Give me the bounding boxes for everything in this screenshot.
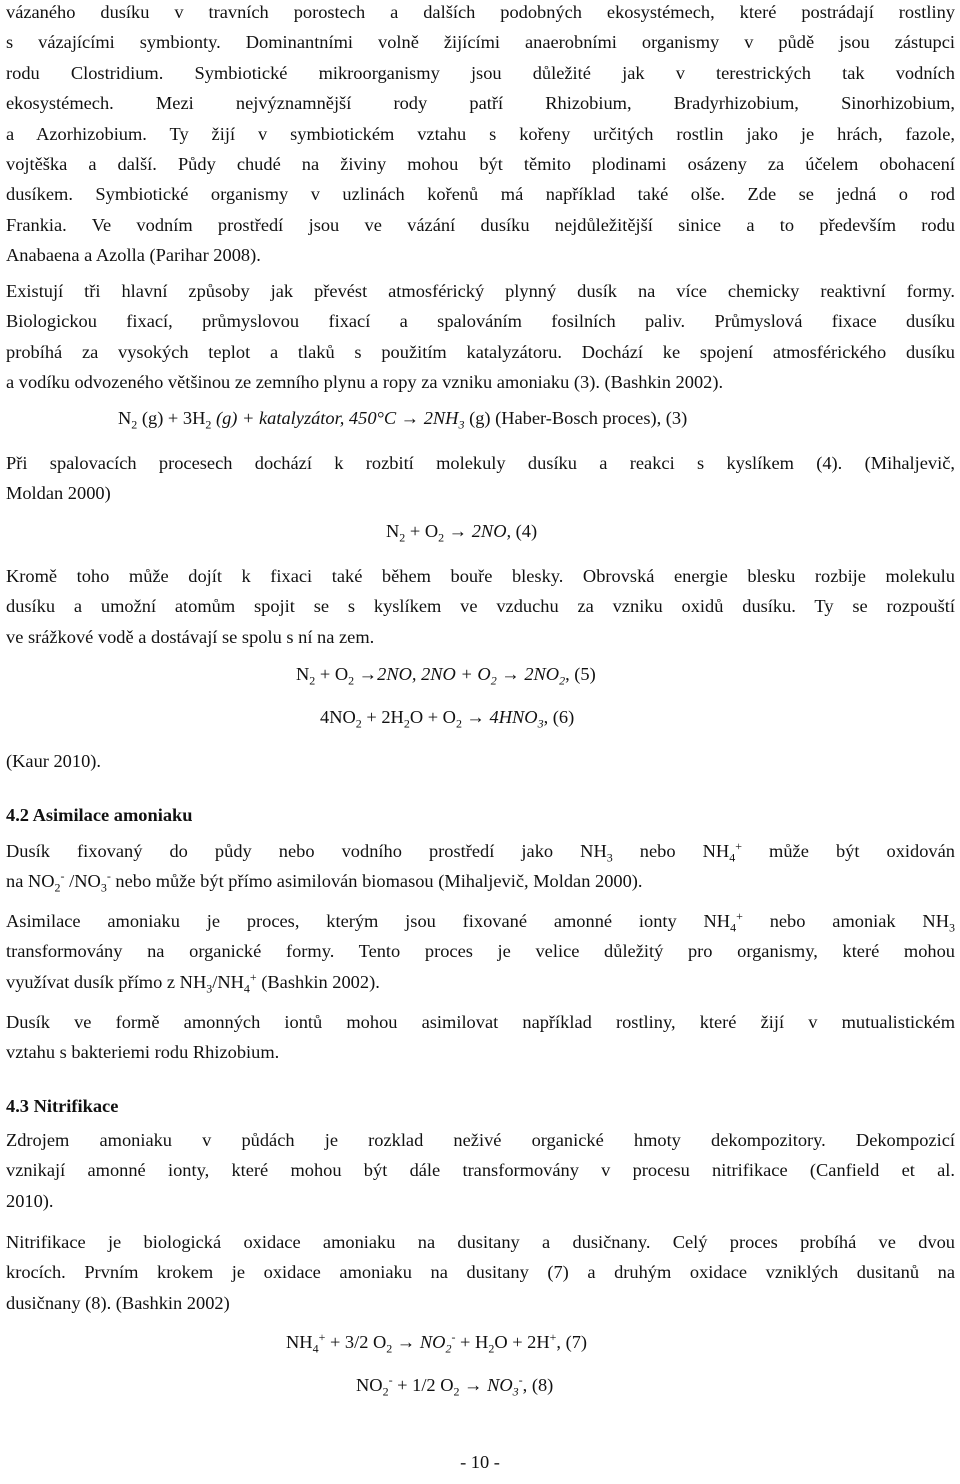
text-line: Kromě toho může dojít k fixaci také během bouře blesky. Obrovská energie blesku rozbije molekulu — [6, 566, 955, 586]
eq-subscript: 2 — [131, 417, 138, 432]
eq-italic-text: 2NO — [524, 664, 560, 684]
eq-arrow: → — [444, 521, 472, 541]
text-line: ekosystémech. Mezi nejvýznamnější rody patří Rhizobium, Bradyrhizobium, Sinorhizobium, — [6, 93, 955, 114]
paragraph-combustion — [6, 448, 955, 509]
paragraph-nitrification — [6, 1227, 955, 1318]
paragraph-lightning — [6, 561, 955, 652]
text-line: Biologickou fixací, průmyslovou fixací a spalováním fosilních paliv. Průmyslová fixace dusíku — [6, 311, 955, 332]
text-line: dusíku a umožní atomům spojit se s kyslíkem ve vzduchu za vzniku oxidů dusíku. Ty se rozpouští — [6, 596, 955, 617]
eq-subscript: 2 — [453, 1384, 460, 1399]
superscript: - — [106, 869, 111, 884]
eq-text: NH — [286, 1332, 313, 1352]
eq-text: , (8) — [522, 1375, 554, 1395]
text-run: na NO — [6, 871, 55, 892]
equation-5 — [296, 664, 596, 688]
equation-6 — [320, 707, 575, 731]
text-line: Anabaena a Azolla (Parihar 2008). — [6, 245, 261, 266]
superscript: - — [60, 869, 65, 884]
eq-subscript: 3 — [537, 716, 544, 731]
eq-text: + H — [455, 1332, 489, 1352]
text-line: rodu Clostridium. Symbiotické mikroorganismy jsou důležité jak v terestrických tak vodních — [6, 62, 955, 83]
paragraph-mutualistic — [6, 1007, 955, 1068]
eq-subscript: 2 — [399, 530, 406, 545]
text-run: nebo amoniak NH — [742, 911, 949, 931]
text-line: Dusík ve formě amonných iontů mohou asimilovat například rostliny, které žijí v mutualistickém — [6, 1012, 955, 1032]
eq-italic-text: NO — [487, 1375, 513, 1395]
text-run: /NH — [212, 971, 244, 992]
eq-text: + 2H — [361, 707, 404, 727]
eq-arrow: → — [354, 664, 378, 684]
text-run: může být oxidován — [741, 841, 955, 861]
eq-subscript: 2 — [445, 1341, 452, 1356]
eq-subscript: 2 — [490, 673, 497, 688]
equation-3-haber-bosch — [118, 408, 688, 432]
text-run: nebo může být přímo asimilován biomasou (Mihaljevič, Moldan 2000). — [110, 871, 643, 892]
text-line: Existují tři hlavní způsoby jak převést atmosférický plynný dusík na více chemicky reaktivní formy. — [6, 281, 955, 301]
subscript: 3 — [606, 850, 613, 865]
equation-7 — [286, 1329, 588, 1356]
text-line: Zdrojem amoniaku v půdách je rozklad neživé organické hmoty dekompozitory. Dekompozicí — [6, 1130, 955, 1150]
eq-subscript: 2 — [355, 716, 362, 731]
text-run: Dusík fixovaný do půdy nebo vodního prostředí jako NH — [6, 841, 607, 861]
subscript: 3 — [100, 881, 107, 896]
text-line: a vodíku odvozeného většinou ze zemního plynu a ropy za vzniku amoniaku (3). (Bashkin 2002). — [6, 372, 724, 393]
eq-superscript: - — [451, 1329, 456, 1344]
text-line — [6, 906, 955, 936]
eq-italic-text: NO — [419, 1332, 446, 1352]
text-line: krocích. Prvním krokem je oxidace amoniaku na dusitany (7) a druhým oxidace vzniklých dusitanů na — [6, 1262, 955, 1283]
text-line: vázaného dusíku v travních porostech a dalších podobných ekosystémech, které postrádají rostliny — [6, 2, 955, 22]
text-line — [6, 836, 955, 866]
subscript: 4 — [729, 850, 736, 865]
eq-superscript: + — [549, 1329, 557, 1344]
eq-text: O + 2H — [494, 1332, 550, 1352]
section-heading-4-3: 4.3 Nitrifikace — [6, 1096, 119, 1116]
eq-text: N — [296, 664, 310, 684]
text-run: nebo NH — [612, 841, 730, 861]
eq-subscript: 3 — [512, 1384, 519, 1399]
eq-text: , (6) — [543, 707, 575, 727]
subscript: 2 — [54, 881, 61, 896]
eq-text: N — [118, 408, 132, 428]
eq-text: + O — [315, 664, 349, 684]
eq-subscript: 2 — [309, 673, 316, 688]
subscript: 4 — [243, 981, 250, 996]
text-line: Nitrifikace je biologická oxidace amoniaku na dusitany a dusičnany. Celý proces probíhá ve dvou — [6, 1232, 955, 1252]
eq-text: + 1/2 O — [392, 1375, 454, 1395]
eq-text: (g) + 3H — [137, 408, 206, 428]
text-run: Asimilace amoniaku je proces, kterým jsou fixované amonné ionty NH — [6, 911, 731, 931]
eq-text: + 3/2 O — [325, 1332, 387, 1352]
eq-subscript: 2 — [348, 673, 355, 688]
eq-arrow: → — [496, 664, 525, 684]
eq-text: , (5) — [565, 664, 596, 684]
eq-text: O + O — [409, 707, 456, 727]
text-line: vznikají amonné ionty, které mohou být dále transformovány v procesu nitrifikace (Canfield et al. — [6, 1160, 955, 1181]
text-line: dusíkem. Symbiotické organismy v uzlinách kořenů má například také olše. Zde se jedná o rod — [6, 184, 955, 205]
citation-kaur: (Kaur 2010). — [6, 751, 101, 771]
text-line: Při spalovacích procesech dochází k rozbití molekuly dusíku a reakci s kyslíkem (4). (Mihaljevič, — [6, 453, 955, 473]
text-line: Moldan 2000) — [6, 483, 111, 504]
eq-italic-text: (g) + katalyzátor, 450°C → 2NH — [211, 408, 459, 428]
subscript: 3 — [206, 981, 213, 996]
eq-superscript: + — [318, 1329, 326, 1344]
eq-text: (4) — [511, 521, 538, 541]
text-line: probíhá za vysokých teplot a tlaků s použitím katalyzátoru. Dochází ke spojení atmosférického dusíku — [6, 341, 955, 362]
eq-subscript: 2 — [455, 716, 462, 731]
eq-text: 4NO — [320, 707, 356, 727]
equation-8 — [356, 1372, 554, 1399]
eq-text: , (7) — [556, 1332, 588, 1352]
eq-subscript: 2 — [403, 716, 410, 731]
text-line — [6, 866, 955, 896]
eq-italic-text: 2NO, 2NO + O — [377, 664, 491, 684]
page-number: - 10 - — [460, 1452, 500, 1472]
text-run: (Bashkin 2002). — [256, 971, 380, 992]
eq-subscript: 2 — [559, 673, 566, 688]
paragraph-ammonia-fixed — [6, 836, 955, 897]
eq-text: N — [386, 521, 400, 541]
eq-subscript: 2 — [438, 530, 445, 545]
eq-subscript: 3 — [458, 417, 465, 432]
text-line — [6, 967, 955, 997]
eq-text: (g) (Haber-Bosch proces), (3) — [464, 408, 688, 428]
text-line: transformovány na organické formy. Tento proces je velice důležitý pro organismy, které mohou — [6, 941, 955, 962]
subscript: 3 — [949, 920, 955, 935]
eq-text: NO — [356, 1375, 383, 1395]
text-line: a Azorhizobium. Ty žijí v symbiotickém vztahu s kořeny určitých rostlin jako je hrách, fazole, — [6, 123, 955, 144]
text-line: dusičnany (8). (Bashkin 2002) — [6, 1292, 230, 1313]
eq-superscript: - — [388, 1372, 393, 1387]
eq-text: + O — [405, 521, 439, 541]
text-line: s vázajícími symbionty. Dominantními volně žijícími anaerobními organismy v půdě jsou zástupci — [6, 32, 955, 53]
subscript: 4 — [730, 920, 737, 935]
superscript: + — [736, 908, 743, 923]
section-heading-4-2: 4.2 Asimilace amoniaku — [6, 805, 193, 825]
eq-subscript: 2 — [382, 1384, 389, 1399]
superscript: + — [735, 838, 742, 853]
eq-arrow: → — [459, 1375, 488, 1395]
eq-subscript: 2 — [205, 417, 212, 432]
eq-subscript: 2 — [386, 1341, 393, 1356]
text-line: vztahu s bakteriemi rodu Rhizobium. — [6, 1042, 280, 1063]
text-line: 2010). — [6, 1190, 54, 1211]
text-line: vojtěška a další. Půdy chudé na živiny mohou být těmito plodinami osázeny za účelem obohacení — [6, 153, 955, 174]
paragraph-ammonia-assimilation — [6, 906, 955, 997]
eq-arrow: → — [392, 1332, 420, 1352]
paragraph-ammonia-source — [6, 1125, 955, 1216]
paragraph-nitrogen-fixation-organisms — [6, 0, 955, 271]
superscript: + — [249, 969, 257, 984]
eq-arrow: → — [461, 707, 490, 727]
eq-italic-text: 2NO, — [471, 521, 512, 541]
eq-italic-text: 4HNO — [489, 707, 538, 727]
text-line: ve srážkové vodě a dostávají se spolu s ní na zem. — [6, 626, 375, 647]
text-run: /NO — [64, 871, 101, 892]
eq-superscript: - — [518, 1372, 523, 1387]
eq-subscript: 2 — [488, 1341, 495, 1356]
equation-4 — [386, 521, 538, 545]
text-line: Frankia. Ve vodním prostředí jsou ve vázání dusíku nejdůležitější sinice a to především rodu — [6, 214, 955, 235]
text-run: využívat dusík přímo z NH — [6, 971, 207, 992]
paragraph-fixation-methods — [6, 276, 955, 398]
eq-subscript: 4 — [312, 1341, 319, 1356]
